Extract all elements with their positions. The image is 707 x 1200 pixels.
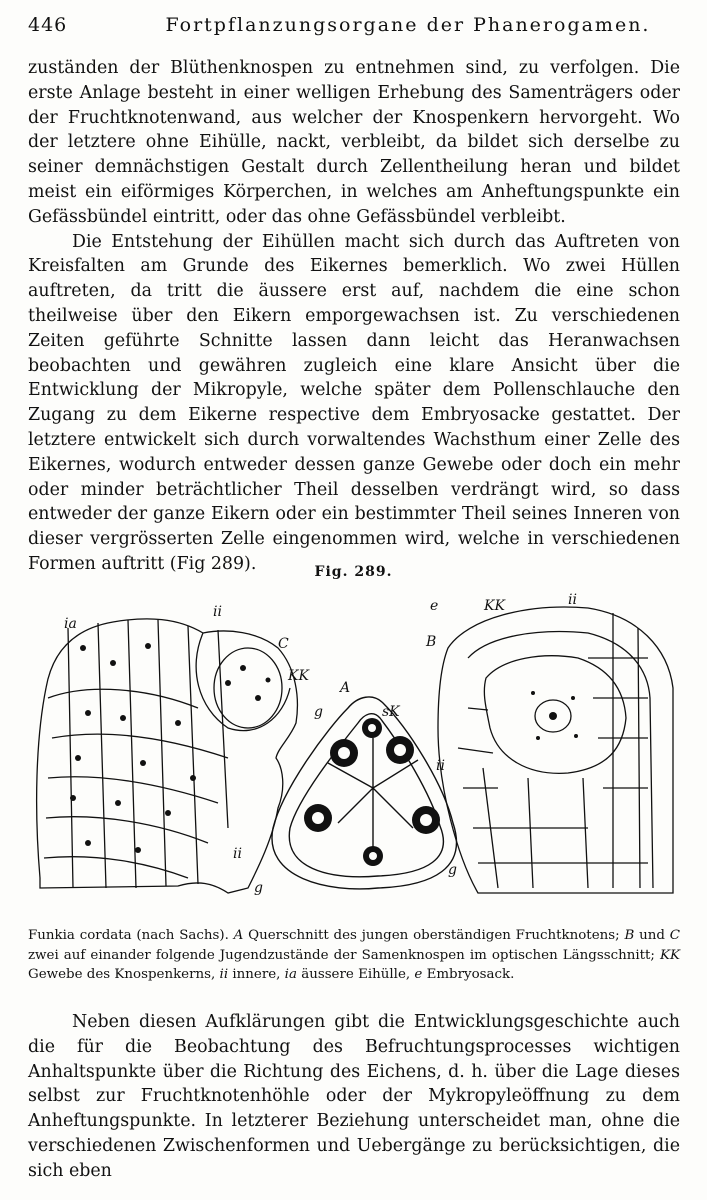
- paragraph: zuständen der Blüthenknospen zu entnehmen sind, zu verfolgen. Die erste Anlage besteht in einer welligen Erhebung des Samenträgers oder der Fruchtknotenwand, aus welcher der Knospenkern hervorgeht. Wo der letztere ohne Eihülle, nackt, verbleibt, da bildet sich derselbe zu seiner demnächstigen Gestalt durch Zellentheilung heran und bildet meist ein eiförmiges Körperchen, in welches am Anheftungspunkte ein Gefässbündel eintritt, oder das ohne Gefässbündel verbleibt.: [28, 58, 680, 227]
- paragraph: Neben diesen Aufklärungen gibt die Entwicklungsgeschichte auch die für die Beobachtung des Befruchtungsprocesses wichtigen Anhaltspunkte über die Richtung des Eichens, d. h. über die Lage dieses selbst zur Fruchtknotenhöhle oder der Mykropyleöffnung zu dem Anheftungspunkte. In letzterer Beziehung unterscheidet man, ohne die verschiedenen Zwischenformen und Uebergänge zu berücksichtigen, die sich eben: [28, 1012, 680, 1181]
- figure-letter: KK: [484, 598, 505, 614]
- figure-letter: sK: [382, 704, 400, 720]
- figure-letter: ii: [213, 604, 222, 620]
- caption-letter: A: [233, 928, 244, 943]
- figure-label: Fig. 289.: [314, 564, 393, 580]
- caption-letter: ia: [284, 967, 297, 983]
- caption-text: Funkia cordata (nach Sachs).: [28, 928, 234, 943]
- paragraph: Die Entstehung der Eihüllen macht sich durch das Auftreten von Kreisfalten am Grunde des Eikernes bemerklich. Wo zwei Hüllen auftreten, da tritt die äussere erst auf, nachdem die eine schon theilweise über den Eikern emporgewachsen ist. Zu verschiedenen Zeiten geführte Schnitte lassen dann leicht das Heranwachsen beobachten und gewähren zugleich eine klare Ansicht über die Entwicklung der Mikropyle, welche später dem Pollenschlauche den Zugang zu dem Eikerne respective dem Embryosacke gestattet. Der letztere entwickelt sich durch vorwaltendes Wachsthum einer Zelle des Eikernes, wodurch entweder dessen ganze Gewebe oder doch ein mehr oder minder beträchtlicher Theil desselben verdrängt wird, so dass entweder der ganze Eikern oder ein bestimmter Theil seines Inneren von dieser vergrösserten Zelle eingenommen wird, welche in verschiedenen Formen auftritt (Fig 289).: [28, 231, 680, 574]
- figure-letter: g: [314, 704, 323, 720]
- figure-caption: [28, 926, 680, 985]
- page-number: 446: [28, 14, 68, 36]
- figure-letter: B: [426, 634, 437, 650]
- caption-letter: e: [414, 967, 423, 983]
- running-title: Fortpflanzungsorgane der Phanerogamen.: [165, 14, 651, 36]
- figure-letter: g: [254, 880, 263, 896]
- ovule-c-outline: [37, 619, 298, 893]
- figure-letter: g: [448, 862, 457, 878]
- caption-text: äussere Eihülle,: [296, 967, 415, 983]
- caption-text: und: [634, 928, 670, 943]
- figure-letter: e: [430, 598, 439, 614]
- figure-letter: ii: [436, 758, 445, 774]
- figure-letter: C: [278, 636, 289, 652]
- figure-letter: ii: [233, 846, 242, 862]
- figure-289: [28, 588, 680, 918]
- caption-text: innere,: [228, 967, 285, 983]
- caption-letter: KK: [659, 947, 680, 963]
- caption-text: Querschnitt des jungen oberständigen Fruchtknotens;: [243, 928, 625, 943]
- caption-letter: C: [669, 928, 680, 943]
- figure-letter: KK: [288, 668, 309, 684]
- running-header: [28, 14, 680, 42]
- caption-text: Gewebe des Knospenkerns,: [28, 967, 220, 983]
- figure-letter: A: [340, 680, 351, 696]
- figure-letter: ii: [568, 592, 577, 608]
- body-text-top: [28, 56, 680, 577]
- figure-letter: ia: [64, 616, 77, 632]
- caption-text: Embryosack.: [422, 967, 515, 983]
- caption-letter: ii: [219, 967, 229, 983]
- body-text-bottom: [28, 1010, 680, 1184]
- botanical-illustration: [28, 588, 680, 918]
- caption-text: zwei auf einander folgende Jugendzustände der Samenknospen im optischen Längsschnitt;: [28, 947, 660, 963]
- caption-letter: B: [624, 928, 635, 943]
